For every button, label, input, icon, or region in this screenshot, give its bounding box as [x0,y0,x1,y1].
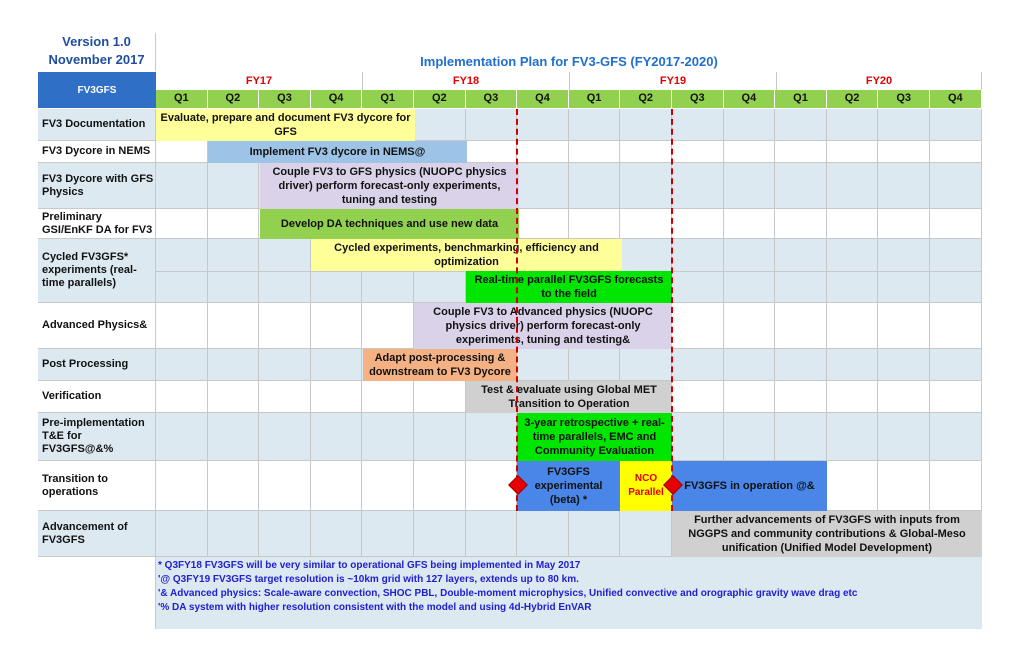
grid-cell [569,109,621,141]
grid-cell [775,303,827,349]
grid-cell [569,349,621,381]
grid-cell [156,303,208,349]
grid-cell [724,381,776,413]
version-label: Version 1.0 [62,34,131,49]
milestone-line-q3fy18 [516,109,518,511]
grid-cell [414,461,466,511]
page-title: Implementation Plan for FV3-GFS (FY2017-2020) [420,54,718,69]
fy-header: FY20 [777,72,982,90]
grid-cell [311,413,363,461]
grid-cell [208,381,260,413]
grid-cell [414,511,466,557]
bar-nco-parallel: NCO Parallel [620,461,672,511]
bar-cycled-experiments: Cycled experiments, benchmarking, efficiency and optimization [311,239,622,271]
quarter-header: Q3 [672,90,724,108]
row-label: Advanced Physics& [38,303,156,349]
grid-cell [620,209,672,239]
grid-cell [362,461,414,511]
bar-verification: Test & evaluate using Global MET Transition to Operation [466,381,672,413]
grid-cell [775,163,827,209]
grid-cell [672,163,724,209]
grid-cell [930,141,982,163]
grid-cell [156,461,208,511]
grid-cell [878,413,930,461]
fy-header: FY17 [156,72,363,90]
grid-cell [930,413,982,461]
grid-cell [517,349,569,381]
grid-cell [208,349,260,381]
grid-cell [775,141,827,163]
grid-cell [362,381,414,413]
grid-cell [930,381,982,413]
grid-cell [362,511,414,557]
quarter-header: Q4 [724,90,776,108]
grid-cell [672,109,724,141]
bar-post-processing: Adapt post-processing & downstream to FV3 Dycore [363,349,517,381]
grid-cell [569,209,621,239]
grid-cell [930,163,982,209]
row-label: FV3 Dycore with GFS Physics [38,163,156,209]
grid-cell [620,109,672,141]
grid-cell [775,109,827,141]
grid-cell [517,109,569,141]
grid-cell [775,381,827,413]
grid-cell [620,511,672,557]
grid-cell [466,141,518,163]
grid-cell [930,349,982,381]
fy-header: FY18 [363,72,570,90]
row-label: Transition to operations [38,461,156,511]
grid-cell [827,303,879,349]
grid-cell [620,141,672,163]
grid-cell [569,141,621,163]
grid-cell [672,303,724,349]
footnote-left-column [38,557,156,629]
grid-cell [466,413,518,461]
footnote: '& Advanced physics: Scale-aware convection, SHOC PBL, Double-moment microphysics, Unified convective and orographic gravity wave drag etc [158,588,858,599]
grid-cell [827,461,879,511]
quarter-header: Q2 [620,90,672,108]
grid-cell [724,349,776,381]
grid-cell [672,381,724,413]
grid-cell [208,413,260,461]
grid-cell [156,413,208,461]
grid-cell [517,511,569,557]
grid-cell [311,511,363,557]
grid-cell [311,461,363,511]
grid-cell [414,413,466,461]
grid-cell [775,209,827,239]
bar-advanced-physics: Couple FV3 to Advanced physics (NUOPC physics driver) perform forecast-only experiments, tuning and testing& [414,303,672,349]
grid-cell [930,109,982,141]
row-label: Verification [38,381,156,413]
quarter-header: Q4 [311,90,363,108]
grid-cell [878,141,930,163]
grid-cell [414,381,466,413]
grid-cell [724,109,776,141]
bar-fv3-documentation: Evaluate, prepare and document FV3 dycore for GFS [156,109,415,141]
grid-cell [259,511,311,557]
row-label: FV3 Documentation [38,109,156,141]
grid-cell [878,303,930,349]
footnote: '@ Q3FY19 FV3GFS target resolution is ~10km grid with 127 layers, extends up to 80 km. [158,574,579,585]
grid-cell [930,461,982,511]
grid-cell [208,163,260,209]
row-label: Cycled FV3GFS* experiments (real-time parallels) [38,239,156,303]
quarter-header: Q4 [930,90,982,108]
grid-cell [878,381,930,413]
grid-cell [827,349,879,381]
bar-realtime-parallel: Real-time parallel FV3GFS forecasts to the field [466,271,672,303]
row-label: FV3 Dycore in NEMS [38,141,156,163]
grid-cell [724,141,776,163]
grid-cell [724,303,776,349]
bar-dycore-nems: Implement FV3 dycore in NEMS@ [208,141,467,163]
grid-cell [569,511,621,557]
grid-cell [517,163,569,209]
grid-cell [775,349,827,381]
grid-cell [311,349,363,381]
footnote: '% DA system with higher resolution consistent with the model and using 4d-Hybrid EnVAR [158,602,592,613]
quarter-header: Q3 [878,90,930,108]
grid-cell [878,109,930,141]
grid-cell [827,413,879,461]
quarter-header: Q1 [362,90,414,108]
grid-cell [156,349,208,381]
bar-fv3gfs-experimental: FV3GFS experimental (beta) * [517,461,620,511]
grid-cell [878,209,930,239]
grid-cell [878,461,930,511]
quarter-header: Q4 [517,90,569,108]
grid-cell [466,109,518,141]
grid-cell [208,461,260,511]
grid-cell [259,413,311,461]
grid-cell [362,413,414,461]
grid-cell [208,209,260,239]
grid-cell [672,209,724,239]
version-date: November 2017 [48,52,145,67]
row-label: Advancement of FV3GFS [38,511,156,557]
grid-cell [156,163,208,209]
corner-header [38,72,156,108]
bar-fv3gfs-operation: FV3GFS in operation @& [672,461,827,511]
grid-cell [517,209,569,239]
grid-cell [620,349,672,381]
grid-cell [156,511,208,557]
quarter-header: Q2 [208,90,260,108]
grid-cell [930,303,982,349]
quarter-header: Q1 [775,90,827,108]
grid-cell [724,413,776,461]
bar-advancement: Further advancements of FV3GFS with inputs from NGGPS and community contributions & Global-Meso unification (Unified Model Development) [672,511,982,557]
grid-cell [672,413,724,461]
grid-cell [620,163,672,209]
grid-cell [259,303,311,349]
grid-cell [208,303,260,349]
bar-pre-implementation: 3-year retrospective + real-time parallels, EMC and Community Evaluation [517,413,672,461]
grid-cell [724,163,776,209]
grid-cell [156,381,208,413]
row-label: Pre-implementation T&E for FV3GFS@&% [38,413,156,461]
grid-cell [311,303,363,349]
grid-cell [930,209,982,239]
grid-cell [517,141,569,163]
grid-cell [775,413,827,461]
quarter-header: Q3 [466,90,518,108]
row-label: Post Processing [38,349,156,381]
grid-cell [672,349,724,381]
bar-gsi-enkf: Develop DA techniques and use new data [260,209,519,239]
grid-cell [362,303,414,349]
grid-cell [827,163,879,209]
grid-cell [827,209,879,239]
row-label: Preliminary GSI/EnKF DA for FV3 [38,209,156,239]
quarter-header: Q2 [827,90,879,108]
quarter-header: Q2 [414,90,466,108]
grid-cell [569,163,621,209]
grid-cell [827,141,879,163]
grid-cell [672,141,724,163]
grid-cell [414,109,466,141]
corner-label: FV3GFS [77,84,117,96]
grid-cell [827,381,879,413]
fy-header: FY19 [570,72,777,90]
grid-cell [259,461,311,511]
grid-cell [827,109,879,141]
grid-cell [156,209,208,239]
grid-cell [208,511,260,557]
grid-cell [466,511,518,557]
grid-cell [311,381,363,413]
quarter-header: Q3 [259,90,311,108]
quarter-header: Q1 [569,90,621,108]
milestone-line-q2fy19 [671,109,673,511]
footnote: * Q3FY18 FV3GFS will be very similar to operational GFS being implemented in May 2017 [158,560,581,571]
bar-dycore-gfs-physics: Couple FV3 to GFS physics (NUOPC physics driver) perform forecast-only experiments, tuning and testing [260,163,519,209]
version-box [38,33,156,71]
grid-cell [156,141,208,163]
grid-cell [259,349,311,381]
quarter-header: Q1 [156,90,208,108]
grid-cell [878,163,930,209]
grid-cell [724,209,776,239]
grid-cell [259,381,311,413]
grid-cell [878,349,930,381]
